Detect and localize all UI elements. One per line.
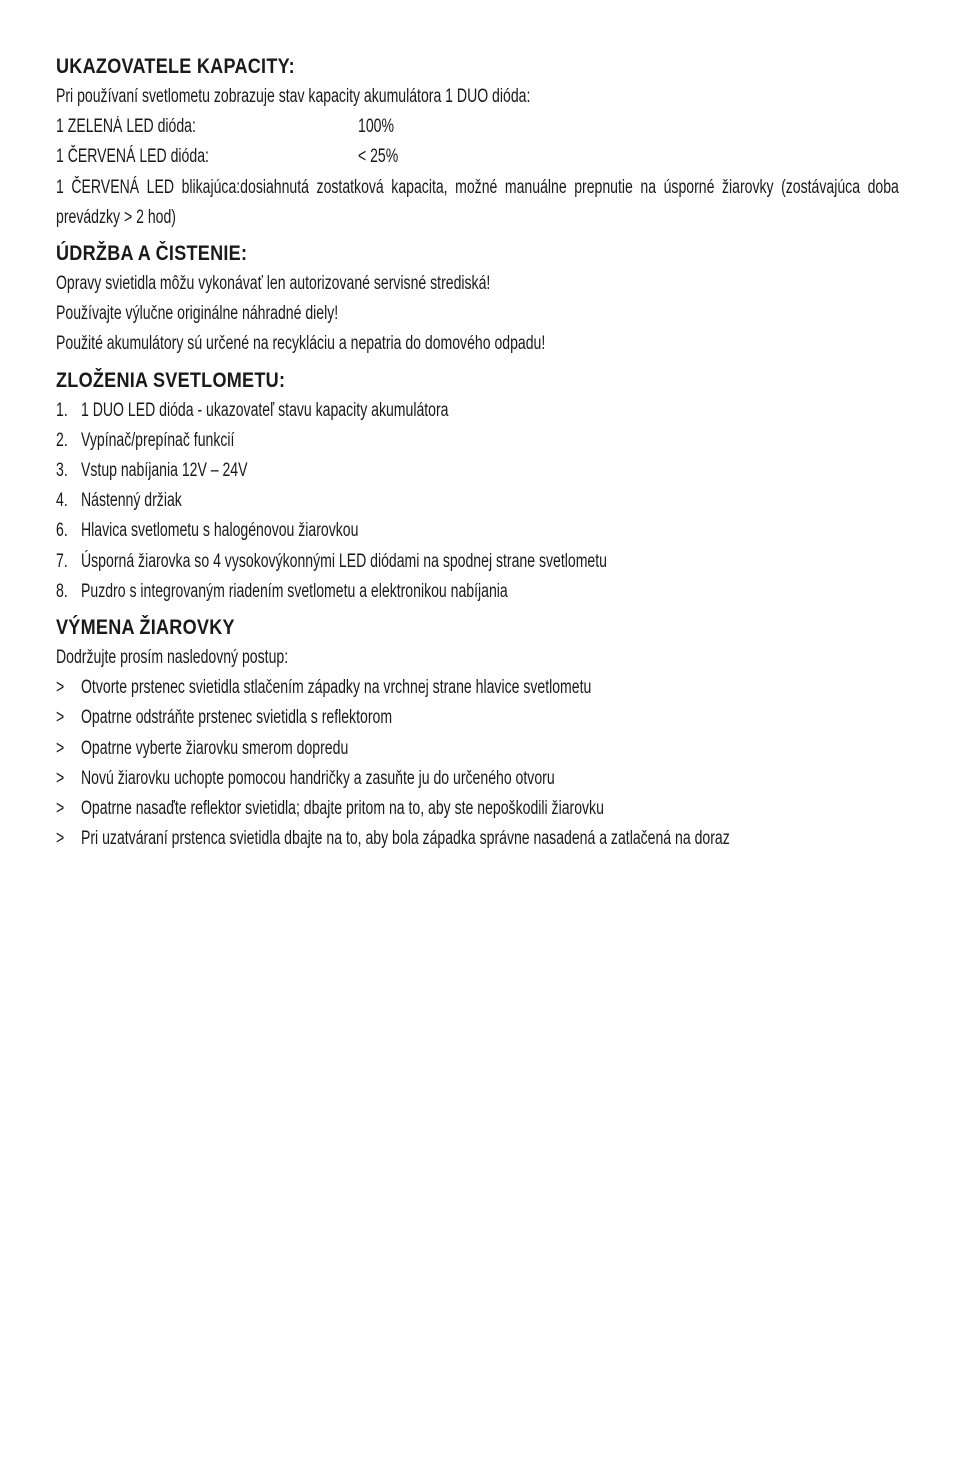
component-text: Puzdro s integrovaným riadením svetlometu a elektronikou nabíjania (81, 580, 508, 602)
step-text: Opatrne odstráňte prstenec svietidla s reflektorom (81, 707, 393, 729)
component-item (56, 396, 899, 426)
replacement-step (56, 794, 899, 824)
replacement-step (56, 824, 899, 884)
list-number: 2. (56, 429, 68, 451)
step-text: Novú žiarovku uchopte pomocou handričky a zasuňte ju do určeného otvoru (81, 767, 555, 789)
component-item (56, 547, 899, 577)
list-number: 3. (56, 459, 68, 481)
capacity-intro: Pri používaní svetlometu zobrazuje stav kapacity akumulátora 1 DUO dióda: (56, 86, 531, 107)
maintenance-line: Používajte výlučne originálne náhradné diely! (56, 303, 339, 325)
list-number: 4. (56, 490, 68, 512)
section-maintenance (56, 239, 899, 360)
step-text: Otvorte prstenec svietidla stlačením západky na vrchnej strane hlavice svetlometu (81, 677, 592, 699)
list-number: 7. (56, 550, 68, 572)
step-text: Opatrne nasaďte reflektor svietidla; dbajte pritom na to, aby ste nepoškodili žiarovku (81, 797, 604, 819)
capacity-row-value: < 25% (358, 146, 399, 168)
section-capacity-indicators (56, 52, 899, 233)
maintenance-line: Použité akumulátory sú určené na recykláciu a nepatria do domového odpadu! (56, 333, 546, 355)
replacement-step (56, 734, 899, 764)
section-title-capacity: UKAZOVATELE KAPACITY: (56, 55, 295, 78)
component-text: Vypínač/prepínač funkcií (81, 429, 235, 451)
capacity-row-value: 100% (358, 116, 394, 138)
list-marker: > (56, 797, 65, 819)
list-marker: > (56, 737, 65, 759)
list-marker: > (56, 828, 65, 850)
component-item (56, 516, 899, 546)
list-marker: > (56, 767, 65, 789)
component-item (56, 577, 899, 607)
section-title-components: ZLOŽENIA SVETLOMETU: (56, 368, 286, 392)
capacity-note: 1 ČERVENÁ LED blikajúca:dosiahnutá zostatková kapacita, možné manuálne prepnutie na úsporné žiarovky (zostávajúca doba prevádzky > 2 hod) (56, 176, 899, 228)
replacement-step (56, 703, 899, 733)
list-number: 1. (56, 399, 68, 421)
component-text: Vstup nabíjania 12V – 24V (81, 459, 248, 481)
list-marker: > (56, 677, 65, 699)
list-number: 6. (56, 520, 68, 542)
section-components (56, 366, 899, 607)
step-text: Pri uzatváraní prstenca svietidla dbajte na to, aby bola západka správne nasadená a zatlačená na doraz (81, 828, 730, 850)
component-item (56, 456, 899, 486)
section-bulb-replacement (56, 613, 899, 885)
component-item (56, 486, 899, 516)
list-marker: > (56, 707, 65, 729)
capacity-note-wrap (56, 173, 899, 233)
section-title-replacement: VÝMENA ŽIAROVKY (56, 615, 235, 639)
capacity-row-green (56, 112, 899, 142)
document-page (56, 52, 899, 891)
capacity-row-label: 1 ČERVENÁ LED dióda: (56, 146, 209, 168)
maintenance-line: Opravy svietidla môžu vykonávať len autorizované servisné strediská! (56, 272, 491, 294)
component-text: 1 DUO LED dióda - ukazovateľ stavu kapacity akumulátora (81, 399, 449, 421)
capacity-row-label: 1 ZELENÁ LED dióda: (56, 116, 196, 138)
replacement-intro: Dodržujte prosím nasledovný postup: (56, 646, 289, 668)
component-text: Nástenný držiak (81, 490, 182, 512)
component-text: Úsporná žiarovka so 4 vysokovýkonnými LED diódami na spodnej strane svetlometu (81, 550, 607, 572)
component-text: Hlavica svetlometu s halogénovou žiarovkou (81, 520, 359, 542)
component-item (56, 426, 899, 456)
section-title-maintenance: ÚDRŽBA A ČISTENIE: (56, 241, 248, 265)
capacity-row-red (56, 142, 899, 172)
replacement-step (56, 673, 899, 703)
list-number: 8. (56, 580, 68, 602)
replacement-step (56, 764, 899, 794)
step-text: Opatrne vyberte žiarovku smerom dopredu (81, 737, 349, 759)
